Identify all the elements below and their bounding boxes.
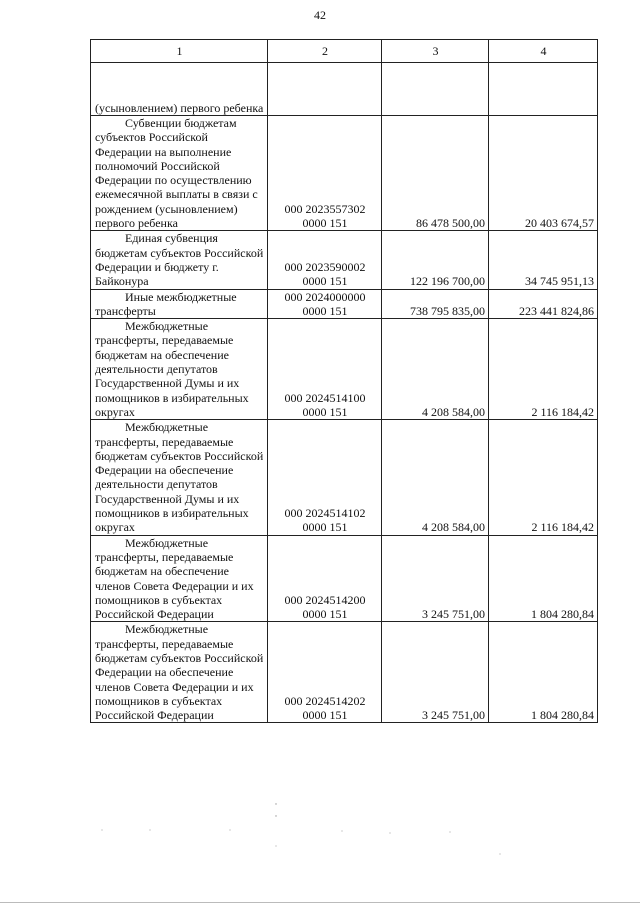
- row-actual-amount: 20 403 674,57: [489, 116, 598, 231]
- row-name: [91, 535, 268, 622]
- row-actual-amount: 34 745 951,13: [489, 231, 598, 289]
- header-col-1: 1: [91, 40, 268, 63]
- row-code: 000 2023557302 0000 151: [268, 116, 382, 231]
- row-name-text: Субвенции бюджетам субъектов Российской Федерации на выполнение полномочий Российской Федерации по осуществлению ежемесячной выплаты в связи с рождением (усыновлением) первого ребенка: [95, 116, 258, 231]
- row-plan-amount: 3 245 751,00: [382, 622, 489, 723]
- row-name: [91, 622, 268, 723]
- scan-noise-dots: [90, 800, 560, 860]
- row-code: 000 2024514202 0000 151: [268, 622, 382, 723]
- table-row: [91, 63, 598, 116]
- header-col-4: 4: [489, 40, 598, 63]
- table-row: [91, 535, 598, 622]
- row-actual-amount: 2 116 184,42: [489, 319, 598, 420]
- row-actual-amount: 1 804 280,84: [489, 535, 598, 622]
- row-code: 000 2024000000 0000 151: [268, 289, 382, 319]
- table-row: [91, 420, 598, 535]
- row-name: (усыновлением) первого ребенка: [91, 63, 268, 116]
- row-plan-amount: 3 245 751,00: [382, 535, 489, 622]
- row-plan-amount: 86 478 500,00: [382, 116, 489, 231]
- page-number: 42: [314, 8, 326, 22]
- row-plan-amount: 738 795 835,00: [382, 289, 489, 319]
- row-actual-amount: [489, 63, 598, 116]
- row-actual-amount: 223 441 824,86: [489, 289, 598, 319]
- row-name: [91, 420, 268, 535]
- row-name-text: Иные межбюджетные трансферты: [95, 289, 237, 318]
- row-code: 000 2024514102 0000 151: [268, 420, 382, 535]
- row-code: 000 2024514200 0000 151: [268, 535, 382, 622]
- budget-table: [90, 39, 598, 723]
- row-name: [91, 231, 268, 289]
- row-name-text: Межбюджетные трансферты, передаваемые бюджетам на обеспечение деятельности депутатов Государственной Думы и их помощников в избирательных округах: [95, 319, 249, 419]
- row-plan-amount: 4 208 584,00: [382, 319, 489, 420]
- row-plan-amount: 122 196 700,00: [382, 231, 489, 289]
- row-name: [91, 116, 268, 231]
- row-name-text: Единая субвенция бюджетам субъектов Российской Федерации и бюджету г. Байконура: [95, 231, 264, 289]
- row-plan-amount: [382, 63, 489, 116]
- header-col-2: 2: [268, 40, 382, 63]
- table-row: [91, 116, 598, 231]
- row-name: [91, 319, 268, 420]
- row-actual-amount: 1 804 280,84: [489, 622, 598, 723]
- header-col-3: 3: [382, 40, 489, 63]
- row-code: 000 2023590002 0000 151: [268, 231, 382, 289]
- scan-bottom-edge: [0, 902, 640, 903]
- row-name-text: Межбюджетные трансферты, передаваемые бюджетам субъектов Российской Федерации на обеспечение деятельности депутатов Государственной Думы и их помощников в избирательных округах: [95, 420, 264, 535]
- table-row: [91, 289, 598, 319]
- row-code: 000 2024514100 0000 151: [268, 319, 382, 420]
- table-row: [91, 231, 598, 289]
- table-row: [91, 622, 598, 723]
- row-name: [91, 289, 268, 319]
- row-name-text: Межбюджетные трансферты, передаваемые бюджетам субъектов Российской Федерации на обеспечение членов Совета Федерации и их помощников в субъектах Российской Федерации: [95, 622, 264, 723]
- row-plan-amount: 4 208 584,00: [382, 420, 489, 535]
- row-actual-amount: 2 116 184,42: [489, 420, 598, 535]
- row-name-text: Межбюджетные трансферты, передаваемые бюджетам на обеспечение членов Совета Федерации и их помощников в субъектах Российской Федерации: [95, 535, 254, 622]
- table-row: [91, 319, 598, 420]
- row-code: [268, 63, 382, 116]
- table-header-row: [91, 40, 598, 63]
